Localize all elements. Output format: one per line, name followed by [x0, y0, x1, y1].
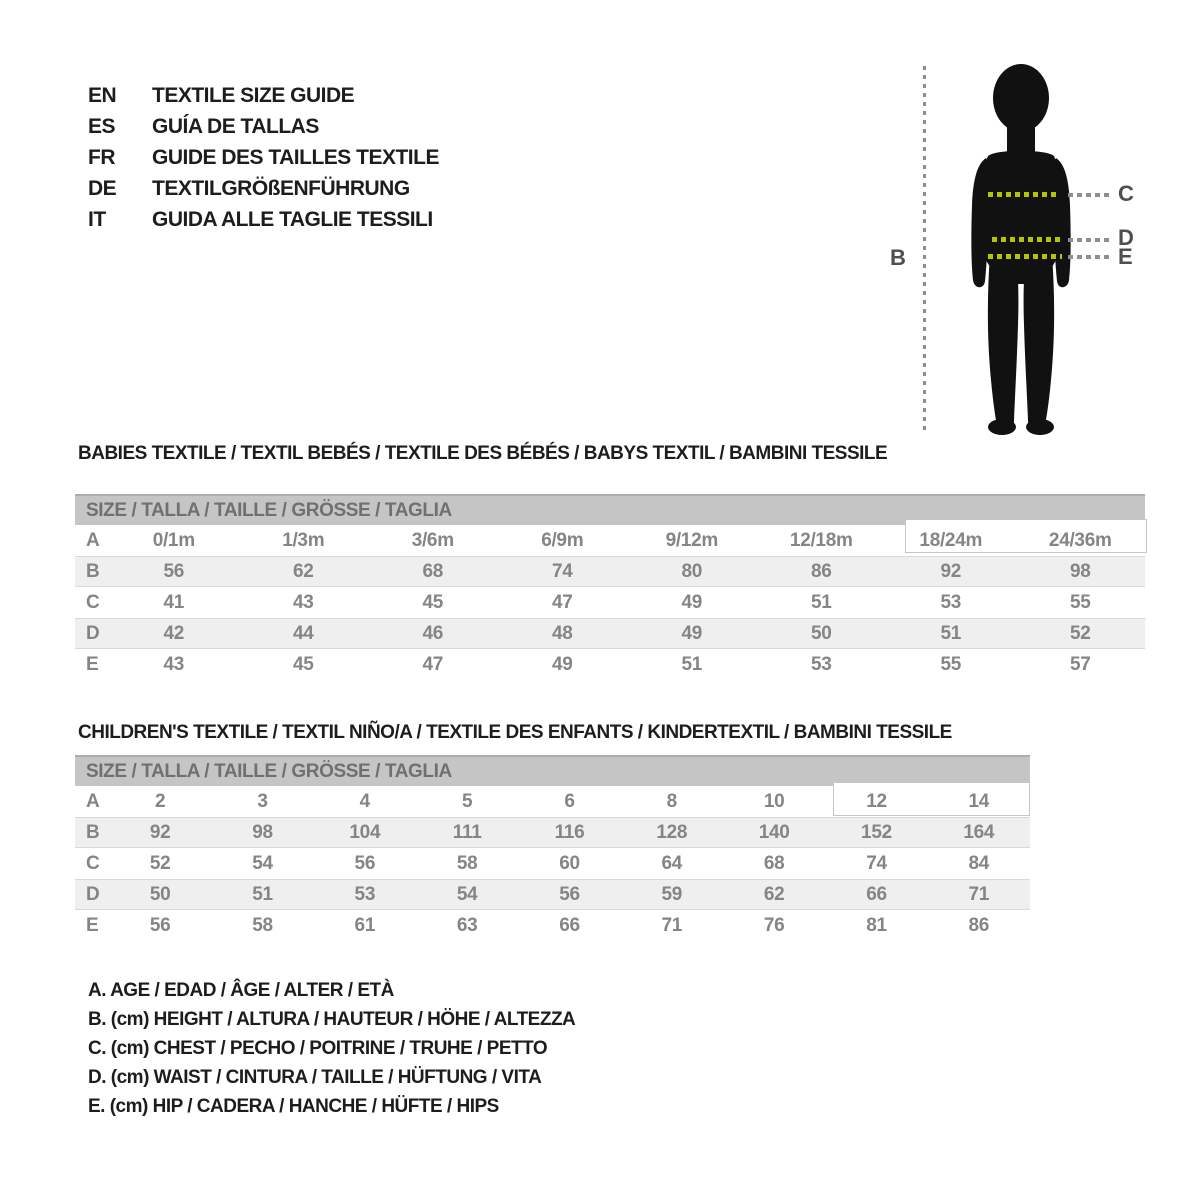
row-label: B	[86, 821, 100, 843]
language-code: ES	[88, 114, 116, 138]
table-cell: 164	[963, 821, 995, 843]
hip-dotted-line	[988, 254, 1062, 259]
table-cell: 5	[462, 790, 473, 812]
height-dotted-line	[923, 66, 926, 434]
table-cell: 53	[354, 883, 376, 905]
table-cell: 66	[559, 914, 580, 936]
table-cell: 116	[554, 821, 585, 843]
table-cell: 51	[681, 653, 703, 675]
table-cell: 64	[661, 852, 683, 874]
table-cell: 49	[551, 653, 573, 675]
table-cell: 74	[551, 560, 573, 582]
table-cell: 68	[763, 852, 785, 874]
table-cell: 47	[551, 591, 573, 613]
table-cell: 14	[968, 790, 990, 812]
table-cell: 54	[456, 883, 478, 905]
language-row	[88, 173, 439, 204]
table-cell: 53	[810, 653, 832, 675]
table-cell: 53	[940, 591, 962, 613]
table-cell: 47	[422, 653, 444, 675]
table-cell: 68	[422, 560, 444, 582]
table-cell: 74	[866, 852, 887, 874]
table-cell: 46	[422, 622, 444, 644]
table-cell: 4	[359, 790, 370, 812]
table-cell: 80	[681, 560, 703, 582]
table-row	[75, 525, 1145, 556]
language-code: EN	[88, 83, 117, 107]
language-title-list	[88, 80, 439, 235]
table-cell: 51	[940, 622, 962, 644]
table-cell: 111	[452, 821, 482, 843]
table-cell: 43	[163, 653, 185, 675]
table-cell: 86	[968, 914, 990, 936]
table-cell: 63	[456, 914, 478, 936]
children-size-table	[75, 755, 1030, 941]
table-cell: 140	[758, 821, 790, 843]
table-row	[75, 618, 1145, 649]
table-cell: 92	[940, 560, 962, 582]
legend-line: D. (cm) WAIST / CINTURA / TAILLE / HÜFTUNG / VITA	[88, 1067, 542, 1088]
table-cell: 66	[866, 883, 887, 905]
table-row	[75, 879, 1030, 910]
table-row	[75, 587, 1145, 618]
measurement-legend	[88, 976, 575, 1121]
table-cell: 62	[292, 560, 314, 582]
table-row	[75, 848, 1030, 879]
language-code: DE	[88, 176, 117, 200]
table-cell: 81	[866, 914, 887, 936]
table-cell: 49	[681, 591, 703, 613]
table-cell: 58	[456, 852, 478, 874]
table-cell: 6	[564, 790, 575, 812]
table-cell: 104	[349, 821, 381, 843]
table-cell: 51	[252, 883, 273, 905]
table-cell: 56	[354, 852, 376, 874]
table-cell: 52	[1069, 622, 1091, 644]
table-cell: 51	[810, 591, 832, 613]
hip-leader-line	[1068, 255, 1110, 259]
guide-title: GUIDA ALLE TAGLIE TESSILI	[152, 207, 433, 231]
language-code: IT	[88, 207, 106, 231]
table-cell: 24/36m	[1048, 529, 1112, 551]
table-row	[75, 817, 1030, 848]
table-row	[75, 556, 1145, 587]
table-cell: 6/9m	[541, 529, 584, 551]
chest-leader-line	[1068, 193, 1110, 197]
row-label: A	[86, 529, 100, 551]
guide-title: TEXTILE SIZE GUIDE	[152, 83, 355, 107]
chest-dotted-line	[988, 192, 1058, 197]
babies-size-table	[75, 494, 1145, 680]
table-cell: 58	[252, 914, 273, 936]
waist-leader-line	[1068, 238, 1110, 242]
table-cell: 128	[656, 821, 688, 843]
table-cell: 61	[354, 914, 376, 936]
table-cell: 56	[163, 560, 185, 582]
waist-label: D	[1118, 225, 1134, 250]
babies-table-header: SIZE / TALLA / TAILLE / GRÖSSE / TAGLIA	[75, 494, 1145, 525]
row-label: C	[86, 852, 100, 874]
table-cell: 57	[1069, 653, 1091, 675]
babies-section-title: BABIES TEXTILE / TEXTIL BEBÉS / TEXTILE DES BÉBÉS / BABYS TEXTIL / BAMBINI TESSILE	[78, 443, 888, 464]
table-cell: 50	[149, 883, 171, 905]
language-row	[88, 142, 439, 173]
language-row	[88, 80, 439, 111]
row-label: D	[86, 622, 100, 644]
table-cell: 60	[559, 852, 580, 874]
children-table-header: SIZE / TALLA / TAILLE / GRÖSSE / TAGLIA	[75, 755, 1030, 786]
table-cell: 49	[681, 622, 703, 644]
child-silhouette-image	[950, 50, 1100, 445]
table-cell: 45	[422, 591, 444, 613]
table-cell: 41	[163, 591, 185, 613]
table-cell: 12	[866, 790, 887, 812]
table-cell: 9/12m	[665, 529, 718, 551]
table-cell: 48	[551, 622, 573, 644]
row-label: E	[86, 914, 99, 936]
table-cell: 76	[763, 914, 785, 936]
table-cell: 18/24m	[919, 529, 983, 551]
chest-label: C	[1118, 181, 1134, 206]
table-cell: 54	[252, 852, 273, 874]
table-cell: 12/18m	[789, 529, 853, 551]
table-cell: 2	[155, 790, 166, 812]
table-cell: 52	[149, 852, 171, 874]
row-label: D	[86, 883, 100, 905]
row-label: E	[86, 653, 99, 675]
table-cell: 55	[1069, 591, 1091, 613]
table-cell: 44	[292, 622, 314, 644]
table-cell: 8	[666, 790, 677, 812]
language-code: FR	[88, 145, 115, 169]
table-cell: 43	[292, 591, 314, 613]
table-cell: 56	[559, 883, 580, 905]
table-cell: 3/6m	[411, 529, 454, 551]
guide-title: TEXTILGRÖßENFÜHRUNG	[152, 176, 410, 200]
guide-title: GUÍA DE TALLAS	[152, 114, 319, 138]
table-cell: 59	[661, 883, 683, 905]
table-row	[75, 649, 1145, 680]
legend-line: A. AGE / EDAD / ÂGE / ALTER / ETÀ	[88, 980, 394, 1001]
table-cell: 55	[940, 653, 962, 675]
row-label: C	[86, 591, 100, 613]
legend-line: B. (cm) HEIGHT / ALTURA / HAUTEUR / HÖHE / ALTEZZA	[88, 1009, 576, 1030]
table-cell: 86	[810, 560, 832, 582]
height-label: B	[890, 245, 906, 270]
table-cell: 84	[968, 852, 990, 874]
table-cell: 62	[763, 883, 785, 905]
table-cell: 45	[292, 653, 314, 675]
hip-label: E	[1118, 244, 1133, 269]
table-cell: 71	[968, 883, 990, 905]
table-cell: 92	[149, 821, 171, 843]
legend-line: C. (cm) CHEST / PECHO / POITRINE / TRUHE / PETTO	[88, 1038, 548, 1059]
row-label: B	[86, 560, 100, 582]
table-cell: 50	[810, 622, 832, 644]
table-cell: 1/3m	[282, 529, 325, 551]
table-cell: 56	[149, 914, 171, 936]
legend-line: E. (cm) HIP / CADERA / HANCHE / HÜFTE / HIPS	[88, 1096, 499, 1117]
row-label: A	[86, 790, 100, 812]
table-cell: 98	[1069, 560, 1091, 582]
table-cell: 3	[257, 790, 268, 812]
language-row	[88, 111, 439, 142]
table-row	[75, 786, 1030, 817]
table-cell: 98	[252, 821, 273, 843]
children-section-title: CHILDREN'S TEXTILE / TEXTIL NIÑO/A / TEXTILE DES ENFANTS / KINDERTEXTIL / BAMBINI TESSILE	[78, 722, 952, 743]
language-row	[88, 204, 439, 235]
table-cell: 10	[763, 790, 785, 812]
table-cell: 71	[661, 914, 683, 936]
table-cell: 42	[163, 622, 185, 644]
waist-dotted-line	[992, 237, 1062, 242]
guide-title: GUIDE DES TAILLES TEXTILE	[152, 145, 439, 169]
table-cell: 152	[861, 821, 892, 843]
table-row	[75, 910, 1030, 941]
table-cell: 0/1m	[152, 529, 195, 551]
